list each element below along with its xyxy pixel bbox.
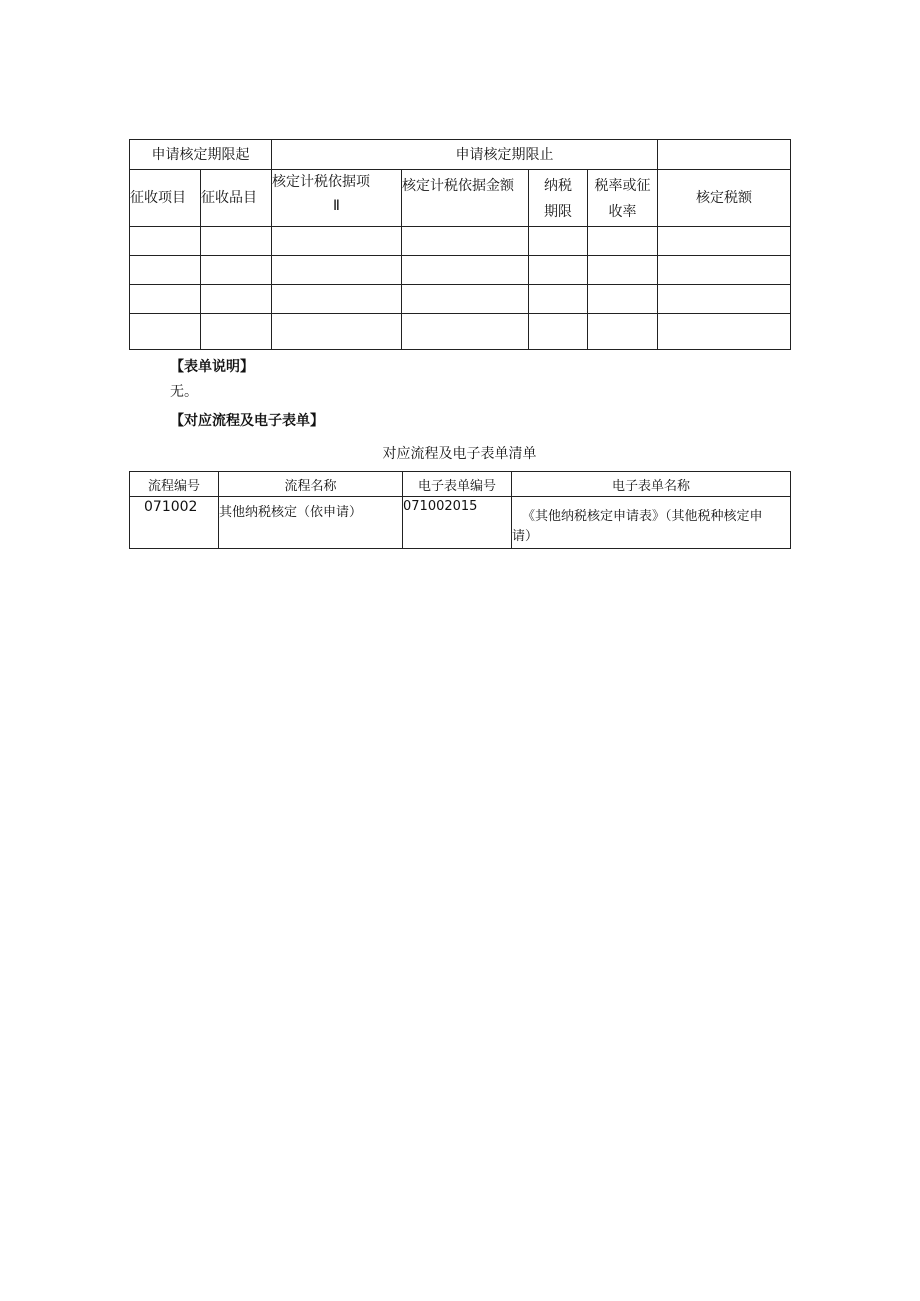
empty-row <box>130 285 791 314</box>
col-basis-amount: 核定计税依据金额 <box>402 170 529 227</box>
col-assessed-tax: 核定税额 <box>658 170 791 227</box>
cell-form-name <box>512 497 791 549</box>
column-header-row <box>130 170 791 227</box>
empty-row <box>130 314 791 350</box>
col-tax-rate <box>588 170 658 227</box>
col-collection-category: 征收品目 <box>201 170 272 227</box>
process-heading: 【对应流程及电子表单】 <box>170 413 324 429</box>
col-tax-period <box>529 170 588 227</box>
col-tax-period-line2: 期限 <box>544 204 572 220</box>
col-basis-item-label: 核定计税依据项 <box>272 174 370 190</box>
period-start-label: 申请核定期限起 <box>130 140 272 170</box>
form-notes-text: 无。 <box>170 384 198 400</box>
tax-assessment-form-table <box>129 139 791 350</box>
col-tax-rate-line2: 收率 <box>608 204 637 220</box>
empty-row <box>130 256 791 285</box>
header-form-no: 电子表单编号 <box>403 472 512 497</box>
cell-process-no: 071002 <box>130 497 219 549</box>
header-form-name: 电子表单名称 <box>512 472 791 497</box>
list-row <box>130 497 791 549</box>
col-basis-item-mark: Ⅱ <box>333 198 340 214</box>
col-tax-period-line1: 纳税 <box>544 178 572 194</box>
list-title: 对应流程及电子表单清单 <box>382 446 537 462</box>
cell-form-name-line1: 《其他纳税核定申请表》（其他税种核定申 <box>522 509 763 524</box>
period-end-value <box>658 140 791 170</box>
period-end-label: 申请核定期限止 <box>272 140 658 170</box>
list-header-row <box>130 472 791 497</box>
process-form-list-table <box>129 471 791 549</box>
col-basis-item <box>272 170 402 227</box>
cell-process-name: 其他纳税核定（依申请） <box>219 497 403 549</box>
header-process-name: 流程名称 <box>219 472 403 497</box>
period-row <box>130 140 791 170</box>
cell-form-no: 071002015 <box>403 497 512 549</box>
empty-row <box>130 227 791 256</box>
cell-form-name-line2: 请） <box>512 529 539 544</box>
col-collection-item: 征收项目 <box>130 170 201 227</box>
col-tax-rate-line1: 税率或征 <box>594 178 651 194</box>
header-process-no: 流程编号 <box>130 472 219 497</box>
form-notes-heading: 【表单说明】 <box>170 359 254 375</box>
